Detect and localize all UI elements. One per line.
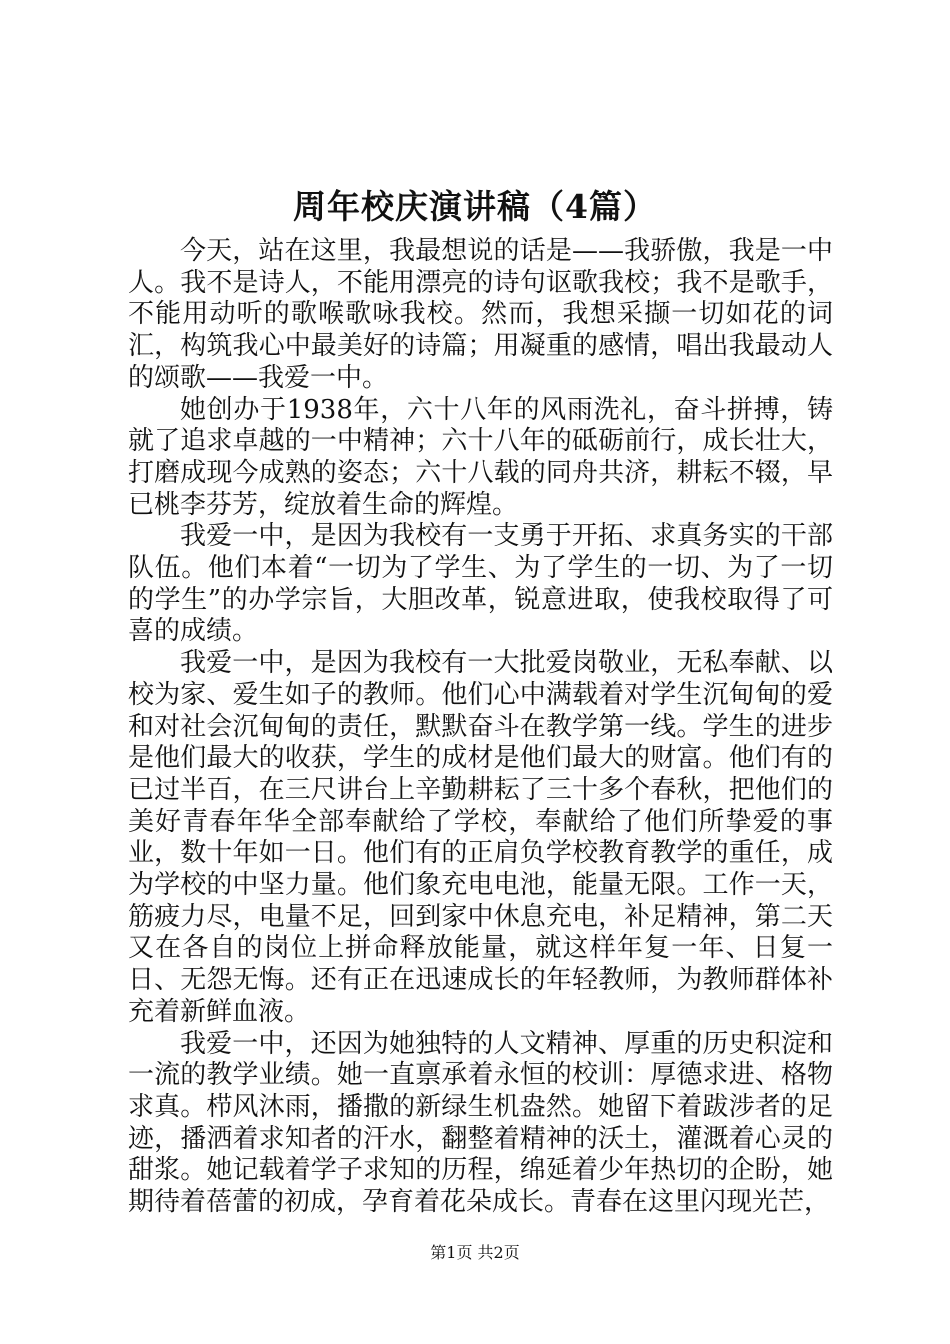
page-number-footer: 第1页 共2页 — [430, 1243, 520, 1262]
paragraph-1: 今天，站在这里，我最想说的话是——我骄傲，我是一中人。我不是诗人，不能用漂亮的诗句讴歌我校；我不是歌手，不能用动听的歌喉歌咏我校。然而，我想采撷一切如花的词汇，构筑我心中最美好的诗篇；用凝重的感情，唱出我最动人的颂歌——我爱一中。 — [128, 236, 833, 393]
document-title: 周年校庆演讲稿（4篇） — [293, 187, 657, 226]
paragraph-3: 我爱一中，是因为我校有一支勇于开拓、求真务实的干部队伍。他们本着“一切为了学生、为了学生的一切、为了一切的学生”的办学宗旨，大胆改革，锐意进取，使我校取得了可喜的成绩。 — [128, 521, 833, 647]
paragraph-5: 我爱一中，还因为她独特的人文精神、厚重的历史积淀和一流的教学业绩。她一直禀承着永恒的校训：厚德求进、格物求真。栉风沐雨，播撒的新绿生机盎然。她留下着跋涉者的足迹，播洒着求知者的汗水，翻整着精神的沃土，灌溉着心灵的甜浆。她记载着学子求知的历程，绵延着少年热切的企盼，她期待着蓓蕾的初成，孕育着花朵成长。青春在这里闪现光芒， — [128, 1028, 833, 1218]
document-body — [128, 236, 833, 1219]
paragraph-2: 她创办于1938年，六十八年的风雨洗礼，奋斗拼搏，铸就了追求卓越的一中精神；六十八年的砥砺前行，成长壮大，打磨成现今成熟的姿态；六十八载的同舟共济，耕耘不辍，早已桃李芬芳，绽放着生命的辉煌。 — [128, 394, 833, 520]
paragraph-4: 我爱一中，是因为我校有一大批爱岗敬业，无私奉献、以校为家、爱生如子的教师。他们心中满载着对学生沉甸甸的爱和对社会沉甸甸的责任，默默奋斗在教学第一线。学生的进步是他们最大的收获，学生的成材是他们最大的财富。他们有的已过半百，在三尺讲台上辛勤耕耘了三十多个春秋，把他们的美好青春年华全部奉献给了学校，奉献给了他们所挚爱的事业，数十年如一日。他们有的正肩负学校教育教学的重任，成为学校的中坚力量。他们象充电电池，能量无限。工作一天，筋疲力尽，电量不足，回到家中休息充电，补足精神，第二天又在各自的岗位上拼命释放能量，就这样年复一年、日复一日、无怨无悔。还有正在迅速成长的年轻教师，为教师群体补充着新鲜血液。 — [128, 648, 833, 1027]
